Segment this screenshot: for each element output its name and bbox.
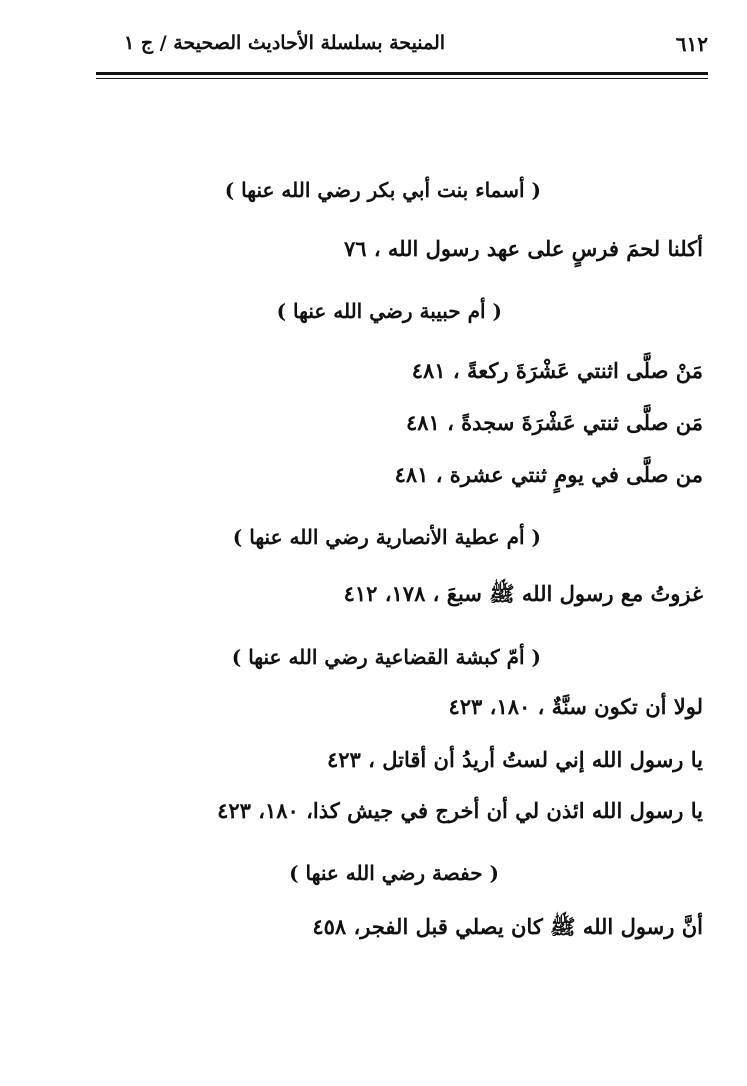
- hadith-entry: لولا أن تكون سنَّةٌ ، ١٨٠، ٤٢٣: [448, 694, 703, 719]
- hadith-entry: مَن صلَّى ثنتي عَشْرَةَ سجدةً ، ٤٨١: [405, 410, 703, 435]
- section-heading: ( أم حبيبة رضي الله عنها ): [276, 299, 502, 323]
- hadith-entry: مَنْ صلَّى اثنتي عَشْرَةَ ركعةً ، ٤٨١: [411, 358, 703, 383]
- hadith-entry: أكلنا لحمَ فرسٍ على عهد رسول الله ، ٧٦: [343, 236, 703, 261]
- hadith-entry: أنَّ رسول الله ﷺ كان يصلي قبل الفجر، ٤٥٨: [312, 914, 703, 939]
- running-title: المنيحة بسلسلة الأحاديث الصحيحة / ج ١: [124, 32, 446, 54]
- section-heading: ( حفصة رضي الله عنها ): [289, 861, 499, 885]
- section-heading: ( أم عطية الأنصارية رضي الله عنها ): [232, 525, 541, 549]
- page-number: ٦١٢: [675, 32, 708, 56]
- hadith-entry: يا رسول الله إني لستُ أريدُ أن أقاتل ، ٤٢٣: [326, 747, 703, 772]
- hadith-entry: غزوتُ مع رسول الله ﷺ سبعَ ، ١٧٨، ٤١٢: [343, 581, 703, 606]
- hadith-entry: يا رسول الله ائذن لي أن أخرج في جيش كذا، ١٨٠، ٤٢٣: [217, 798, 703, 823]
- section-heading: ( أمّ كبشة القضاعية رضي الله عنها ): [231, 645, 541, 669]
- hadith-entry: من صلَّى في يومٍ ثنتي عشرة ، ٤٨١: [394, 462, 703, 487]
- section-heading: ( أسماء بنت أبي بكر رضي الله عنها ): [224, 178, 541, 202]
